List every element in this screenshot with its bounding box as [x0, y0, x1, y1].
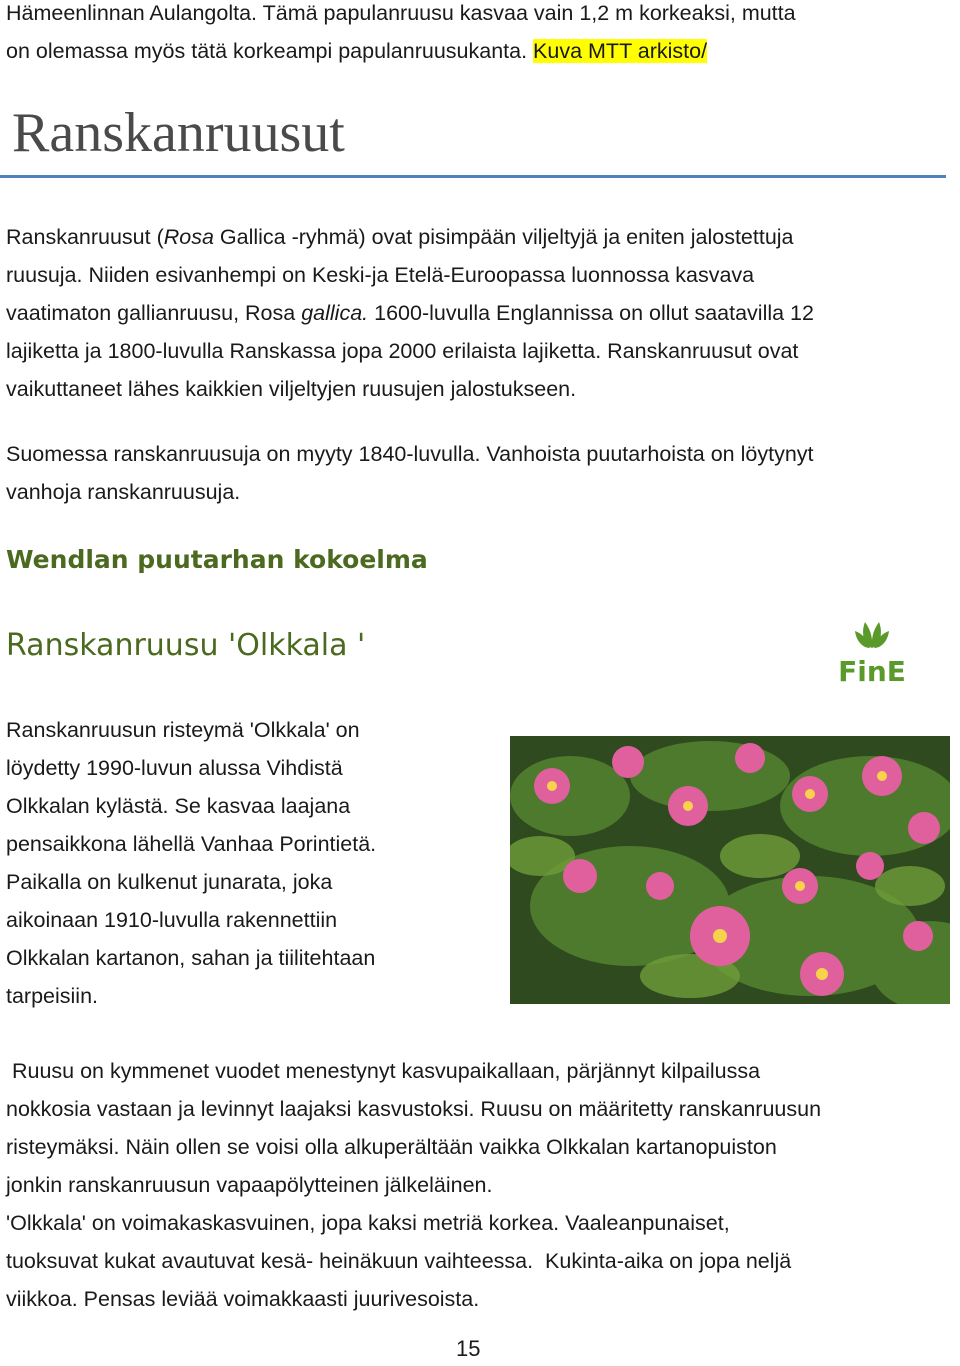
description-line: löydetty 1990-luvun alussa Vihdistä: [6, 756, 343, 780]
description-line: Ranskanruusun risteymä 'Olkkala' on: [6, 718, 360, 742]
leaf-icon: [855, 622, 889, 648]
details-line: nokkosia vastaan ja levinnyt laajaksi kasvustoksi. Ruusu on määritetty ranskanruusun: [6, 1097, 822, 1121]
page-number: 15: [456, 1336, 481, 1361]
p1-line-2: ruusuja. Niiden esivanhempi on Keski-ja Etelä-Euroopassa luonnossa kasvava: [6, 263, 755, 287]
intro-line-2: [6, 32, 707, 70]
p1-line-3-a: vaatimaton gallianruusu, Rosa: [6, 301, 302, 325]
p2-line-1: Suomessa ranskanruusuja on myyty 1840-luvulla. Vanhoista puutarhoista on löytynyt: [6, 442, 814, 466]
p1-line-1-a: Ranskanruusut (: [6, 225, 164, 249]
p1-line-3: [6, 294, 814, 332]
description-line: Paikalla on kulkenut junarata, joka: [6, 870, 333, 894]
intro-line-2-text: on olemassa myös tätä korkeampi papulanruusukanta.: [6, 39, 534, 63]
description-line: Olkkalan kylästä. Se kasvaa laajana: [6, 794, 351, 818]
p1-line-1-b: Gallica -ryhmä) ovat pisimpään viljeltyjä ja eniten jalostettuja: [213, 225, 794, 249]
section-title: Ranskanruusut: [12, 102, 345, 164]
intro-line-1: Hämeenlinnan Aulangolta. Tämä papulanruusu kasvaa vain 1,2 m korkeaksi, mutta: [6, 1, 796, 25]
p2-line-2: vanhoja ranskanruusuja.: [6, 480, 241, 504]
p1-line-1-italic: Rosa: [163, 225, 214, 249]
p1-line-3-italic: gallica.: [301, 301, 369, 325]
description-line: tarpeisiin.: [6, 984, 99, 1008]
details-line: jonkin ranskanruusun vapaapölytteinen jälkeläinen.: [6, 1173, 493, 1197]
rose-photo: [510, 736, 950, 1004]
collection-heading: Wendlan puutarhan kokoelma: [6, 545, 428, 574]
title-underline: [0, 175, 946, 178]
details-line: Ruusu on kymmenet vuodet menestynyt kasvupaikallaan, pärjännyt kilpailussa: [6, 1059, 761, 1083]
rose-heading: Ranskanruusu 'Olkkala ': [6, 628, 366, 663]
details-line: tuoksuvat kukat avautuvat kesä- heinäkuun vaihteessa. Kukinta-aika on jopa neljä: [6, 1249, 792, 1273]
details-line: risteymäksi. Näin ollen se voisi olla alkuperältään vaikka Olkkalan kartanopuiston: [6, 1135, 777, 1159]
p1-line-4: lajiketta ja 1800-luvulla Ranskassa jopa 2000 erilaista lajiketta. Ranskanruusut ovat: [6, 339, 799, 363]
details-line: viikkoa. Pensas leviää voimakkaasti juurivesoista.: [6, 1287, 480, 1311]
fine-logo: [836, 618, 908, 684]
description-line: pensaikkona lähellä Vanhaa Porintietä.: [6, 832, 377, 856]
photo-credit-highlight: Kuva MTT arkisto/: [533, 39, 708, 63]
logo-text: FinE: [838, 655, 906, 684]
p1-line-5: vaikuttaneet lähes kaikkien viljeltyjen ruusujen jalostukseen.: [6, 377, 577, 401]
details-line: 'Olkkala' on voimakaskasvuinen, jopa kaksi metriä korkea. Vaaleanpunaiset,: [6, 1211, 730, 1235]
p1-line-1: [6, 218, 794, 256]
description-line: aikoinaan 1910-luvulla rakennettiin: [6, 908, 338, 932]
description-line: Olkkalan kartanon, sahan ja tiilitehtaan: [6, 946, 376, 970]
p1-line-3-b: 1600-luvulla Englannissa on ollut saatavilla 12: [368, 301, 814, 325]
